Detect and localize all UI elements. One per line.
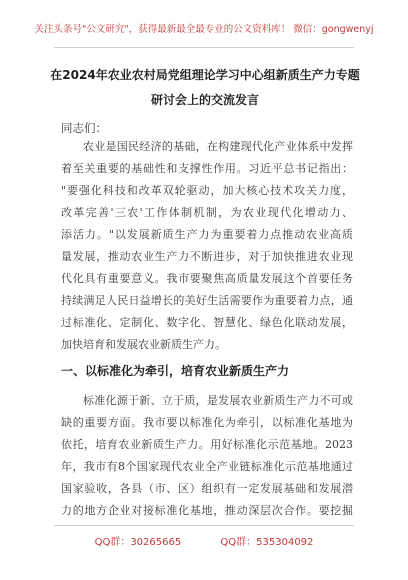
paragraph-line: 年，我市有8个国家现代农业全产业链标准化示范基地通过 [61, 460, 353, 473]
paragraph-line: 加快培育和发展农业新质生产力。 [61, 338, 226, 351]
paragraph-line: 农业是国民经济的基础，在构建现代化产业体系中发挥 [83, 140, 353, 153]
paragraph-line: 缺的重要方面。我市要以标准化为牵引，以标准化基地为 [61, 416, 353, 429]
footer-divider [54, 525, 354, 526]
paragraph-line: 代化具有重要意义。我市要聚焦高质量发展这个首要任务 [61, 272, 353, 285]
header-divider [54, 47, 354, 48]
header-banner: 关注头条号"公文研究"，获得最新最全最专业的公文资料库！ 微信：gongwenyj [34, 24, 374, 35]
paragraph-line: 过标准化、定制化、数字化、智慧化、绿色化联动发展， [61, 316, 353, 329]
paragraph-line: 力的地方企业对接标准化基地，推动深层次合作。要挖掘 [61, 504, 353, 517]
paragraph-line: "要强化科技和改革双轮驱动，加大核心技术攻关力度， [61, 184, 353, 197]
paragraph-line: 依托，培育农业新质生产力。用好标准化示范基地。2023 [61, 438, 353, 451]
document-title-line-2: 研讨会上的交流发言 [150, 93, 259, 107]
section-heading: 一、以标准化为牵引，培育农业新质生产力 [61, 364, 290, 378]
paragraph-2 [61, 390, 353, 522]
paragraph-line: 国家验收，各县（市、区）组织有一定发展基础和发展潜 [61, 482, 353, 495]
footer [0, 533, 408, 548]
salutation: 同志们： [61, 121, 107, 135]
paragraph-line: 改革完善'三农'工作体制机制，为农业现代化增动力、 [61, 206, 353, 219]
footer-qq-group-2: QQ群：535304092 [220, 537, 314, 548]
document-title-line-1: 在2024年农业农村局党组理论学习中心组新质生产力专题 [50, 68, 360, 82]
paragraph-line: 添活力。"以发展新质生产力为重要着力点推动农业高质 [61, 228, 353, 241]
paragraph-line: 量发展，推动农业生产力不断进步，对于加快推进农业现 [61, 250, 353, 263]
paragraph-line: 标准化源于新、立于质，是发展农业新质生产力不可或 [83, 394, 353, 407]
footer-qq-group-1: QQ群：30265665 [94, 537, 182, 548]
paragraph-line: 持续满足人民日益增长的美好生活需要作为重要着力点，通 [61, 294, 353, 307]
paragraph-line: 着至关重要的基础性和支撑性作用。习近平总书记指出： [61, 162, 353, 175]
paragraph-1 [61, 136, 353, 356]
